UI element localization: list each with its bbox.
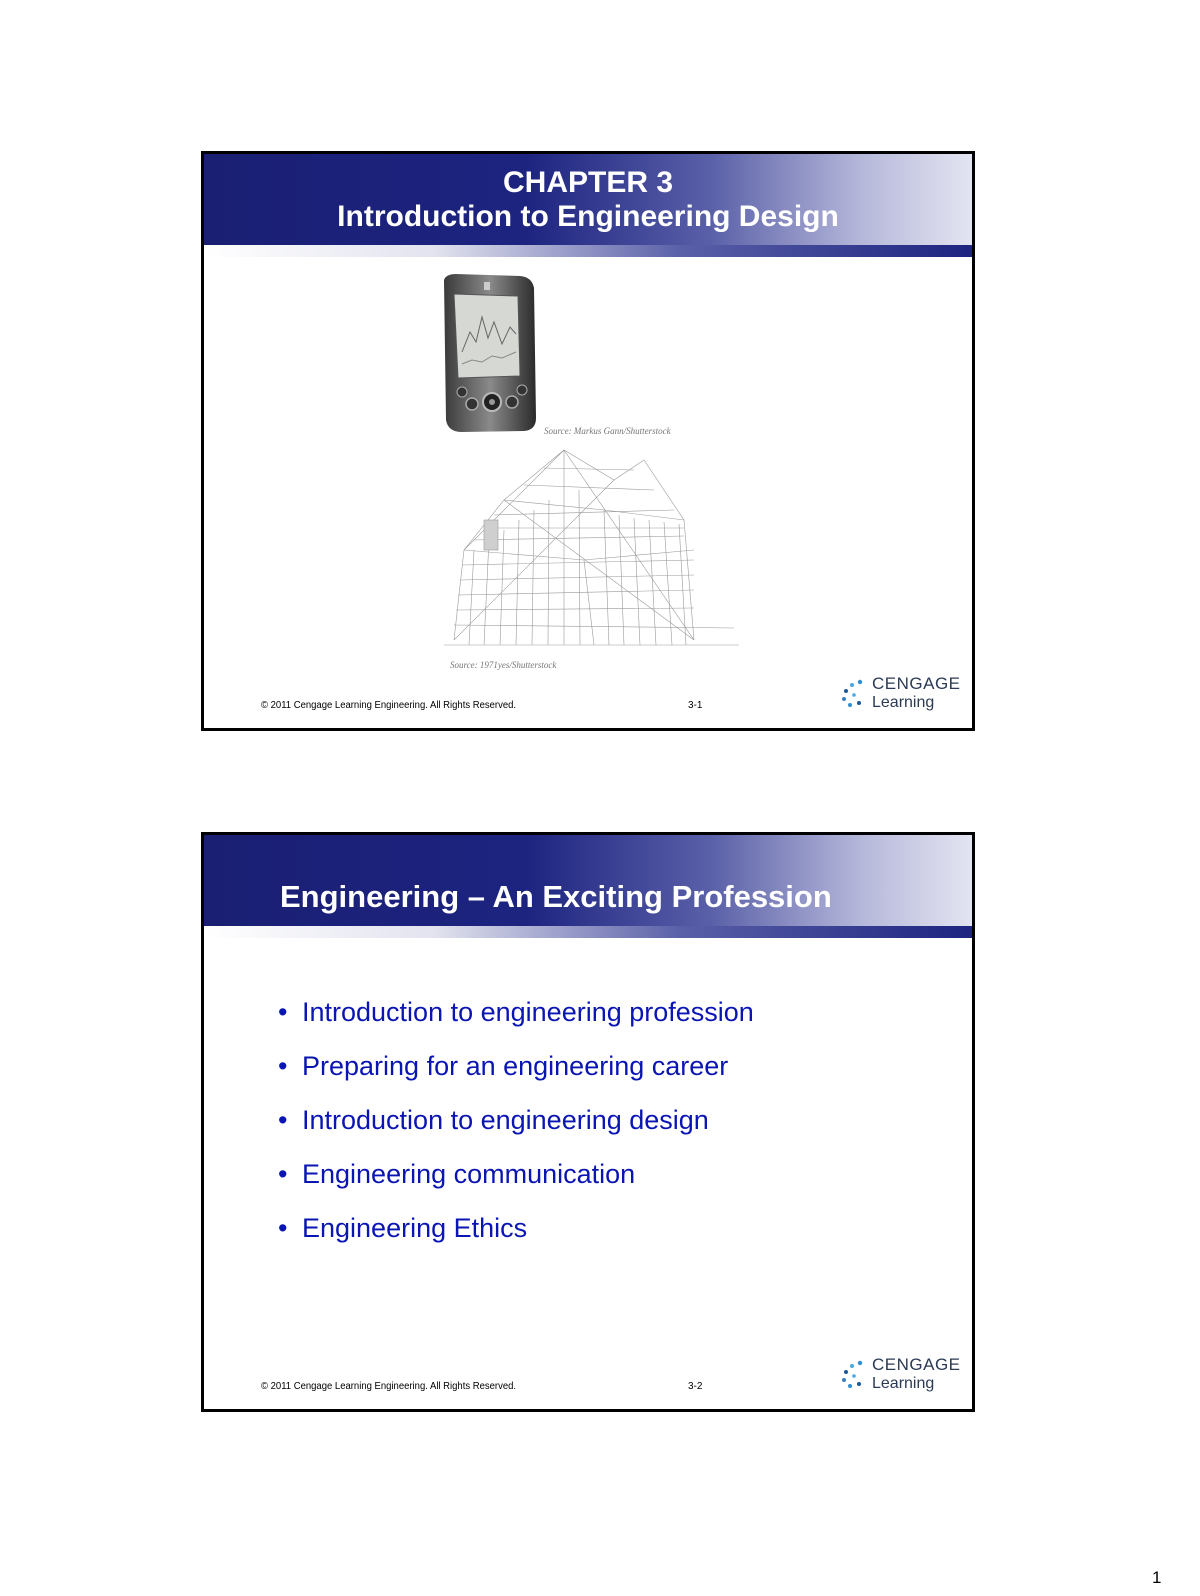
list-item: • Engineering communication <box>278 1159 636 1189</box>
slide-header <box>204 154 972 245</box>
slide-1 <box>201 151 975 731</box>
logo-text-cengage: CENGAGE <box>872 1355 961 1374</box>
list-item: • Preparing for an engineering career <box>278 1051 729 1081</box>
cengage-logo-mark-icon <box>840 1359 868 1391</box>
header-stripe <box>204 926 972 938</box>
bullet-list <box>278 985 754 1255</box>
cengage-logo <box>840 1355 962 1397</box>
logo-text-learning: Learning <box>872 1375 935 1392</box>
page-number: 1 <box>1152 1568 1162 1587</box>
image-credit-building: Source: 1971yes/Shutterstock <box>450 660 557 670</box>
logo-text-cengage: CENGAGE <box>872 674 961 693</box>
slide-title: Introduction to Engineering Design <box>337 200 839 233</box>
slide-2 <box>201 832 975 1412</box>
footer-copyright: © 2011 Cengage Learning Engineering. All Rights Reserved. <box>261 700 517 711</box>
footer-copyright: © 2011 Cengage Learning Engineering. All Rights Reserved. <box>261 1381 517 1392</box>
slide-header <box>204 835 972 926</box>
cengage-logo-mark-icon <box>840 678 868 710</box>
logo-text-learning: Learning <box>872 694 935 711</box>
chapter-label: CHAPTER 3 <box>502 166 674 199</box>
slide-title: Engineering – An Exciting Profession <box>280 879 832 914</box>
slide-number: 3-1 <box>688 700 703 711</box>
list-item: • Engineering Ethics <box>278 1213 528 1243</box>
pda-device-image <box>432 272 540 434</box>
cengage-logo <box>840 674 962 716</box>
image-credit-pda: Source: Markus Gann/Shutterstock <box>544 426 671 436</box>
list-item: • Introduction to engineering profession <box>278 997 754 1027</box>
building-wireframe-image <box>444 440 744 652</box>
slide-number: 3-2 <box>688 1381 703 1392</box>
header-stripe <box>204 245 972 257</box>
list-item: • Introduction to engineering design <box>278 1105 709 1135</box>
